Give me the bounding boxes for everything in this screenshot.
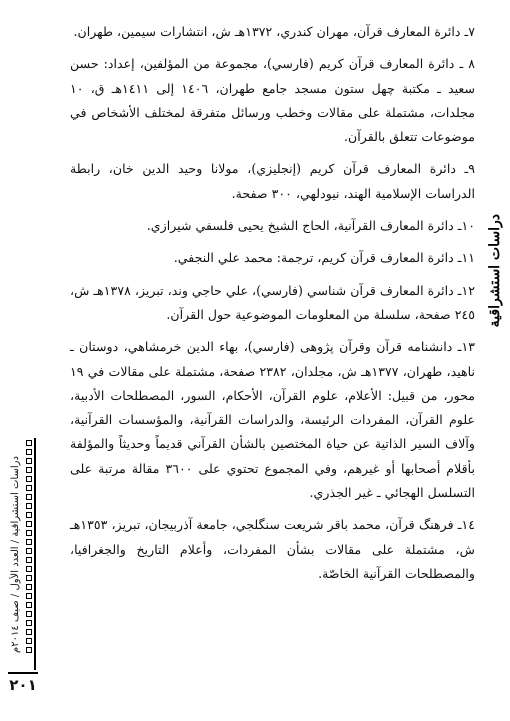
running-footer-text: دراسات استشراقية / العدد الأول / صيف ٢٠١٤م: [10, 456, 21, 654]
bibliography-entry-14: ١٤ـ فرهنگ قرآن، محمد باقر شريعت سنگلجي، جامعة آذربيجان، تبريز، ١٣٥٣هـ ش، مشتملة على مقالات بشأن المفردات، وأعلام التاريخ والجغرافيا، والمصطلحات القرآنية الخاصّة.: [70, 517, 475, 581]
bibliography-entry-11: ١١ـ دائرة المعارف قرآن كريم، ترجمة: محمد علي النجفي.: [173, 250, 475, 266]
bibliography-entry-7: ٧ـ دائرة المعارف قرآن، مهران كندري، ١٣٧٢هـ ش، انتشارات سيمين، طهران.: [73, 24, 475, 39]
bibliography-entry-10: ١٠ـ دائرة المعارف القرآنية، الحاج الشيخ يحيى فلسفي شيرازي.: [146, 218, 475, 234]
bibliography-list: [70, 20, 475, 594]
journal-masthead-logo: [484, 176, 506, 366]
vertical-rule: [34, 438, 36, 670]
page-number: ٢٠١: [8, 672, 38, 694]
decorative-squares: [26, 440, 34, 670]
bibliography-entry-12: ١٢ـ دائرة المعارف قرآن شناسي (فارسي)، علي حاجي وند، تبريز، ١٣٧٨هـ ش، ٢٤٥ صفحة، سلسلة من المعلومات الموضوعية حول القرآن.: [70, 282, 476, 322]
running-footer: [4, 440, 38, 670]
bibliography-entry-13: ١٣ـ دانشنامه قرآن وقرآن پژوهى (فارسي)، بهاء الدين خرمشاهي، دوستان ـ ناهيد، طهران، ١٣٧٧هـ ش، مجلدان، ٢٣٨٢ صفحة، مشتملة على مقالات في ١٩ محور، من قبيل: الأعلام، علوم القرآن، الأحكام، السور، المصطلحات الأدبية، علوم القرآن، المفردات الرئيسة، والدراسات القرآنية، والمؤسسات القرآنية، وآلاف السير الذاتية عن حياة المختصين بالشأن القرآني قديماً وحديثاً والمؤلفة بأقلام أصحابها أو غيرهم، وفي المجموع تحتوي على ٣٦٠٠ مقالة مرتبة على التسلسل الهجائي ـ غير الجذري.: [70, 339, 476, 501]
bibliography-entry-9: ٩ـ دائرة المعارف قرآن كريم (إنجليزي)، مولانا وحيد الدين خان، رابطة الدراسات الإسلامية الهند، نيودلهي، ٣٠٠ صفحة.: [70, 161, 475, 201]
bibliography-entry-8: ٨ ـ دائرة المعارف قرآن كريم (فارسي)، مجموعة من المؤلفين، إعداد: حسن سعيد ـ مكتبة چهل ستون مسجد جامع طهران، ١٤٠٦ إلى ١٤١١هـ ق، ١٠ مجلدات، مشتملة على مقالات وخطب ورسائل متفرقة لمختلف الأشخاص في موضوعات تتعلق بالقرآن.: [70, 56, 475, 145]
journal-masthead-text: دراسات استشراقية: [487, 214, 503, 328]
